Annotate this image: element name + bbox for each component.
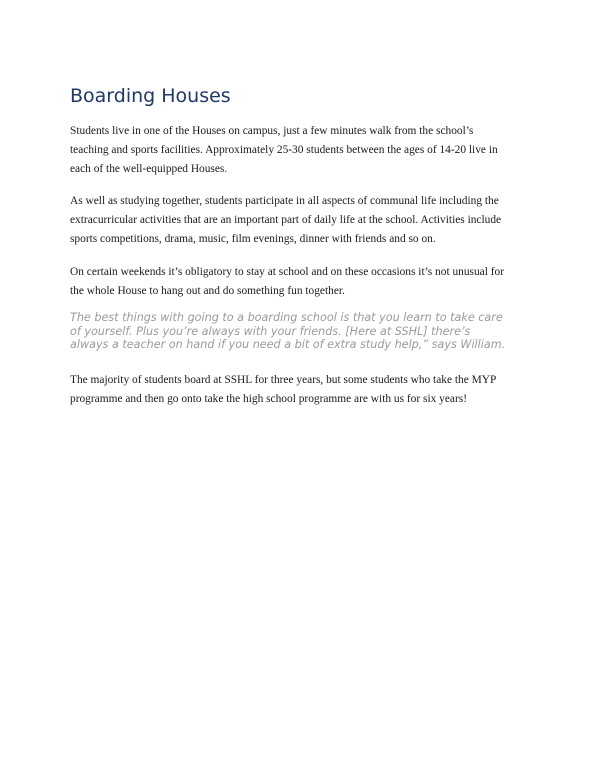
paragraph-activities xyxy=(70,192,530,249)
paragraph-line: As well as studying together, students participate in all aspects of communal life including the xyxy=(70,195,499,207)
paragraph-duration xyxy=(70,371,530,409)
paragraph-line: sports competitions, drama, music, film evenings, dinner with friends and so on. xyxy=(70,233,436,245)
paragraph-line: teaching and sports facilities. Approximately 25-30 students between the ages of 14-20 live in xyxy=(70,144,498,156)
quote-line: of yourself. Plus you’re always with your friends. [Here at SSHL] there’s xyxy=(70,324,471,338)
paragraph-line: each of the well-equipped Houses. xyxy=(70,163,228,175)
page-title: Boarding Houses xyxy=(70,85,231,107)
quote-line: always a teacher on hand if you need a bit of extra study help,” says William. xyxy=(70,338,506,352)
student-quote xyxy=(70,311,532,352)
paragraph-line: programme and then go onto take the high school programme are with us for six years! xyxy=(70,393,467,405)
paragraph-line: The majority of students board at SSHL for three years, but some students who take the MYP xyxy=(70,374,497,386)
paragraph-weekends xyxy=(70,263,530,301)
paragraph-line: Students live in one of the Houses on campus, just a few minutes walk from the school’s xyxy=(70,125,474,137)
quote-line: The best things with going to a boarding school is that you learn to take care xyxy=(70,311,503,324)
paragraph-line: extracurricular activities that are an important part of daily life at the school. Activities include xyxy=(70,214,502,226)
paragraph-line: On certain weekends it’s obligatory to stay at school and on these occasions it’s not unusual for xyxy=(70,266,505,278)
paragraph-line: the whole House to hang out and do something fun together. xyxy=(70,285,345,297)
paragraph-intro xyxy=(70,122,530,179)
